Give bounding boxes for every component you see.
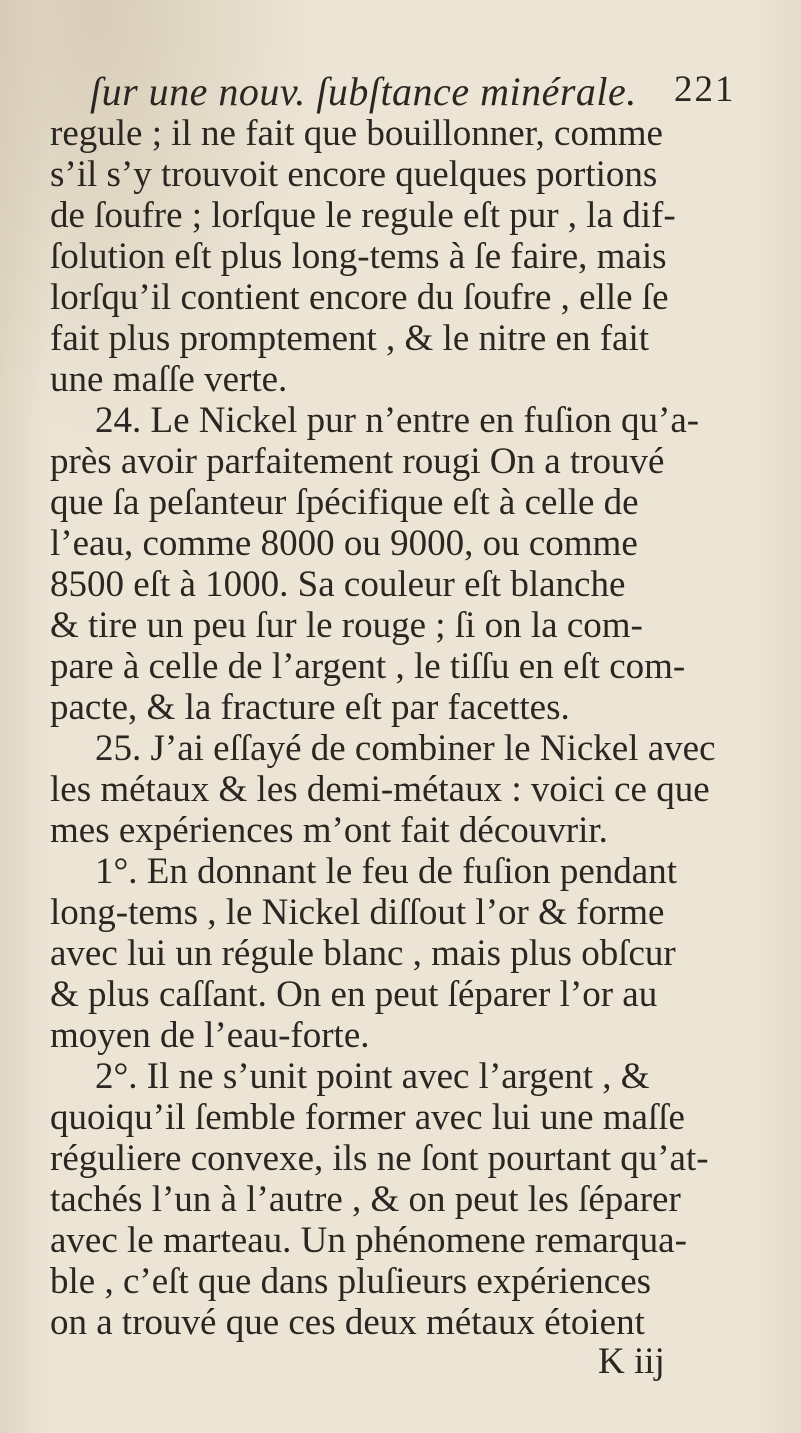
- text-line: ſolution eſt plus long-tems à ſe faire, mais: [50, 236, 667, 277]
- text-line: que ſa peſanteur ſpécifique eſt à celle de: [50, 482, 639, 523]
- text-line: long-tems , le Nickel diſſout l’or & forme: [50, 892, 665, 933]
- text-line: près avoir parfaitement rougi On a trouvé: [50, 441, 665, 482]
- text-line: les métaux & les demi-métaux : voici ce que: [50, 769, 710, 810]
- text-line: avec lui un régule blanc , mais plus obſcur: [50, 933, 676, 974]
- text-line: lorſqu’il contient encore du ſoufre , elle ſe: [50, 277, 669, 318]
- signature-mark: K iij: [598, 1341, 665, 1382]
- text-line: & tire un peu ſur le rouge ; ſi on la com-: [50, 605, 643, 646]
- text-line: l’eau, comme 8000 ou 9000, ou comme: [50, 523, 638, 564]
- text-line: de ſoufre ; lorſque le regule eſt pur , la dif-: [50, 195, 676, 236]
- paragraph-start-line: 24. Le Nickel pur n’entre en fuſion qu’a-: [95, 400, 700, 441]
- text-line: pare à celle de l’argent , le tiſſu en eſt com-: [50, 646, 686, 687]
- text-line: mes expériences m’ont fait découvrir.: [50, 810, 608, 851]
- paragraph-start-line: 25. J’ai eſſayé de combiner le Nickel avec: [95, 728, 716, 769]
- text-line: tachés l’un à l’autre , & on peut les ſéparer: [50, 1179, 681, 1220]
- text-line: une maſſe verte.: [50, 359, 288, 400]
- running-head-title: ſur une nouv. ſubſtance minérale.: [90, 69, 637, 114]
- text-line: 8500 eſt à 1000. Sa couleur eſt blanche: [50, 564, 626, 605]
- text-line: réguliere convexe, ils ne ſont pourtant qu’at-: [50, 1138, 709, 1179]
- text-line: regule ; il ne fait que bouillonner, comme: [50, 113, 663, 154]
- text-line: ble , c’eſt que dans pluſieurs expériences: [50, 1261, 652, 1302]
- text-line: s’il s’y trouvoit encore quelques portions: [50, 154, 658, 195]
- text-line: on a trouvé que ces deux métaux étoient: [50, 1302, 645, 1343]
- text-line: fait plus promptement , & le nitre en fait: [50, 318, 650, 359]
- text-line: & plus caſſant. On en peut ſéparer l’or au: [50, 974, 658, 1015]
- text-line: pacte, & la fracture eſt par facettes.: [50, 687, 570, 728]
- paragraph-start-line: 1°. En donnant le feu de fuſion pendant: [95, 851, 677, 892]
- text-line: avec le marteau. Un phénomene remarqua-: [50, 1220, 687, 1261]
- paragraph-start-line: 2°. Il ne s’unit point avec l’argent , &: [95, 1056, 650, 1097]
- page-number: 221: [674, 69, 736, 110]
- text-line: quoiqu’il ſemble former avec lui une maſſe: [50, 1097, 685, 1138]
- text-line: moyen de l’eau-forte.: [50, 1015, 370, 1056]
